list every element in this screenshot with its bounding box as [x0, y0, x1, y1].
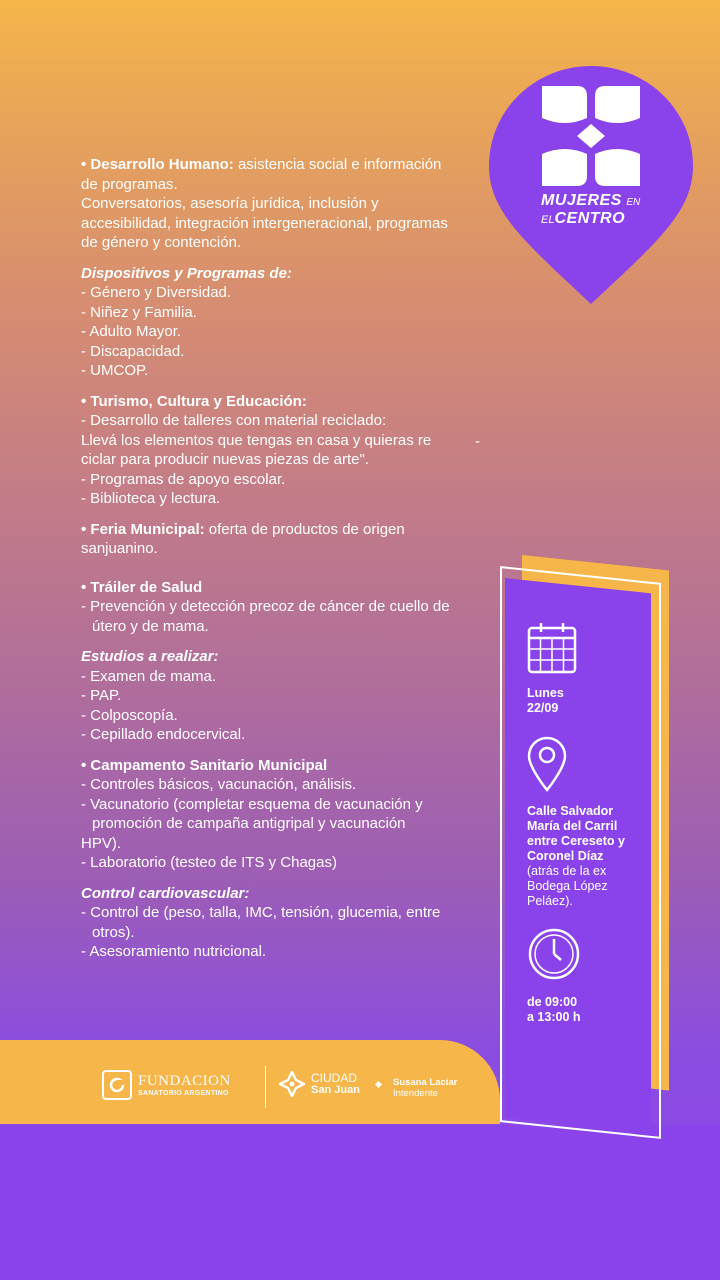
logo-mujeres: MUJERES	[541, 192, 622, 209]
ciudad-icon	[279, 1071, 305, 1097]
feria-text: oferta de productos de origen sanjuanino.	[81, 520, 405, 557]
event-address-note: (atrás de la ex Bodega López Peláez).	[527, 864, 608, 908]
turismo-line-1: - Desarrollo de talleres con material reciclado:	[81, 412, 387, 429]
intendente-name: Susana Laciar	[393, 1077, 458, 1088]
mujeres-en-el-centro-logo	[485, 62, 697, 308]
campamento-line-4: HPV).	[81, 834, 122, 852]
ciudad-label: CIUDAD	[311, 1071, 358, 1085]
fundacion-icon	[102, 1070, 132, 1100]
campamento-line-2: - Vacunatorio (completar esquema de vacunación y	[81, 795, 423, 813]
list-item: - Niñez y Familia.	[81, 303, 197, 321]
fundacion-subtitle: SANATORIO ARGENTINO	[138, 1089, 229, 1097]
event-info	[527, 622, 647, 1025]
hyphen-mark: -	[475, 433, 480, 450]
list-item: - Colposcopía.	[81, 706, 178, 724]
list-item: - Adulto Mayor.	[81, 323, 182, 340]
desarrollo-text: asistencia social e información de programas.	[81, 156, 442, 193]
turismo-title: • Turismo, Cultura y Educación:	[81, 392, 307, 410]
logo-centro: CENTRO	[554, 210, 626, 227]
campamento-line-5: - Laboratorio (testeo de ITS y Chagas)	[81, 854, 337, 871]
intendente-role: Intendente	[393, 1088, 438, 1099]
map-pin-icon	[485, 62, 697, 308]
turismo-line-3: ciclar para producir nuevas piezas de arte".	[81, 451, 369, 468]
desarrollo-section	[81, 155, 461, 253]
logo-el: EL	[541, 214, 555, 226]
event-address: Calle Salvador María del Carril entre Cereseto y Coronel Díaz	[527, 804, 625, 863]
list-item: - UMCOP.	[81, 362, 149, 379]
desarrollo-text-2: Conversatorios, asesoría jurídica, inclusión y accesibilidad, integración intergeneracional, programas de género y contención.	[81, 195, 448, 251]
trailer-text: - Prevención y detección precoz de cáncer de cuello de útero y de mama.	[81, 598, 450, 635]
sponsor-divider	[265, 1066, 266, 1108]
event-day: Lunes	[527, 686, 564, 700]
calendar-icon	[527, 622, 577, 674]
clock-icon	[527, 927, 581, 981]
turismo-line-2: Llevá los elementos que tengas en casa y quieras re	[81, 431, 432, 449]
turismo-line-5: - Biblioteca y lectura.	[81, 490, 221, 507]
list-item: - Examen de mama.	[81, 667, 217, 685]
event-time	[527, 995, 647, 1025]
logo-text	[541, 193, 651, 228]
logo-en: EN	[626, 197, 641, 208]
dispositivos-title: Dispositivos y Programas de:	[81, 264, 292, 282]
san-juan-label: San Juan	[311, 1084, 360, 1096]
control-title: Control cardiovascular:	[81, 884, 250, 902]
event-time-end: a 13:00 h	[527, 1010, 581, 1024]
list-item: - PAP.	[81, 687, 122, 704]
bottom-purple-band	[0, 1125, 720, 1280]
estudios-title: Estudios a realizar:	[81, 648, 219, 665]
event-time-start: de 09:00	[527, 995, 578, 1009]
list-item: - Discapacidad.	[81, 342, 185, 360]
feria-section	[81, 520, 461, 559]
fundacion-name: FUNDACION	[138, 1072, 231, 1089]
event-date	[527, 686, 647, 716]
control-line-1: - Control de (peso, talla, IMC, tensión, glucemia, entre otros).	[81, 904, 441, 941]
event-date-value: 22/09	[527, 701, 559, 715]
campamento-title: • Campamento Sanitario Municipal	[81, 756, 328, 774]
ciudad-san-juan-logo	[279, 1071, 360, 1097]
campamento-line-1: - Controles básicos, vacunación, análisis.	[81, 776, 357, 793]
activities-list	[81, 155, 461, 962]
intendente-info	[393, 1077, 457, 1099]
desarrollo-title: • Desarrollo Humano:	[81, 156, 234, 173]
feria-title: • Feria Municipal:	[81, 520, 205, 538]
dispositivos-list	[81, 283, 461, 381]
campamento-line-3: promoción de campaña antigripal y vacunación	[92, 815, 406, 832]
list-item: - Cepillado endocervical.	[81, 726, 246, 743]
trailer-title: • Tráiler de Salud	[81, 578, 203, 596]
control-line-2: - Asesoramiento nutricional.	[81, 943, 267, 960]
turismo-line-4: - Programas de apoyo escolar.	[81, 470, 286, 488]
list-item: - Género y Diversidad.	[81, 284, 232, 301]
location-pin-icon	[527, 736, 567, 792]
fundacion-logo	[102, 1070, 231, 1100]
